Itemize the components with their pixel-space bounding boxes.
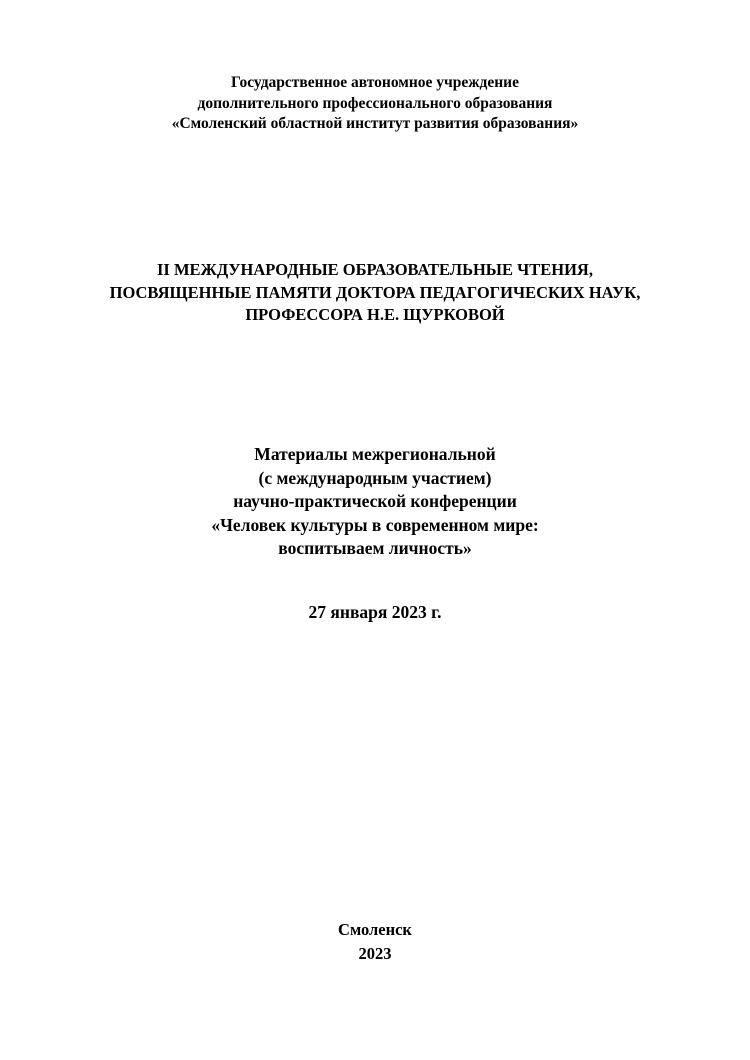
city-name: Смоленск bbox=[338, 920, 412, 939]
institution-line: дополнительного профессионального образования bbox=[197, 94, 553, 112]
event-date-text: 27 января 2023 г. bbox=[308, 602, 442, 622]
materials-line: «Человек культуры в современном мире: bbox=[211, 514, 539, 535]
materials-line: (с международным участием) bbox=[258, 467, 492, 488]
event-title bbox=[0, 259, 750, 327]
event-date bbox=[0, 600, 750, 624]
publication-place bbox=[0, 918, 750, 966]
event-title-line: ПОСВЯЩЕННЫЕ ПАМЯТИ ДОКТОРА ПЕДАГОГИЧЕСКИХ НАУК, bbox=[109, 282, 641, 302]
materials-line: научно-практической конференции bbox=[233, 491, 517, 511]
materials-line: воспитываем личность» bbox=[278, 538, 472, 558]
institution-line: Государственное автономное учреждение bbox=[231, 74, 519, 91]
event-title-line: ПРОФЕССОРА Н.Е. ЩУРКОВОЙ bbox=[245, 305, 505, 324]
institution-line: «Смоленский областной институт развития образования» bbox=[171, 115, 579, 132]
institution-name bbox=[0, 73, 750, 135]
event-title-line: II МЕЖДУНАРОДНЫЕ ОБРАЗОВАТЕЛЬНЫЕ ЧТЕНИЯ, bbox=[157, 260, 593, 279]
publication-year: 2023 bbox=[358, 944, 392, 963]
conference-materials-title bbox=[0, 443, 750, 561]
materials-line: Материалы межрегиональной bbox=[254, 444, 496, 464]
